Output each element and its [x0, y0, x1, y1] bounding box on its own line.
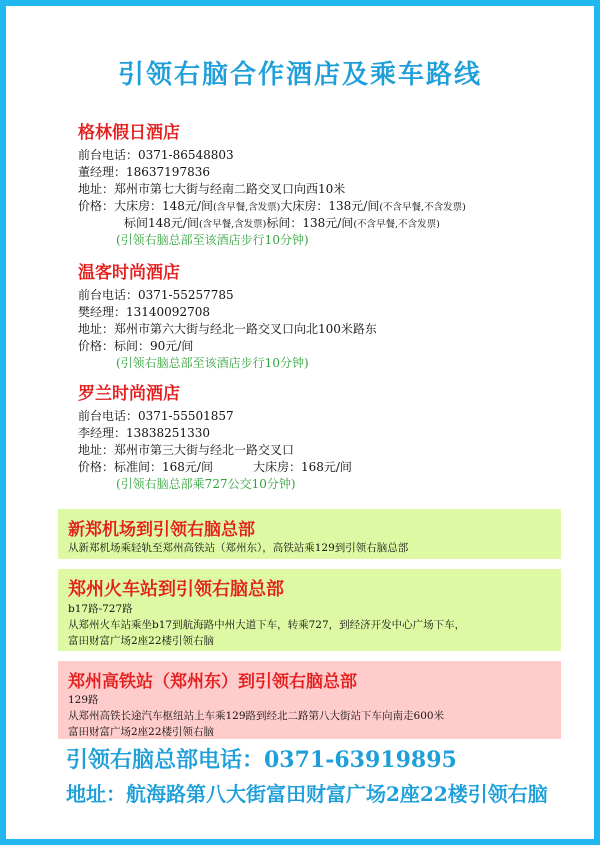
- footer-phone: 引领右脑总部电话：0371-63919895: [66, 747, 457, 773]
- hotel-name: 罗兰时尚酒店: [78, 384, 180, 404]
- route-box-airport: [58, 509, 561, 559]
- hotel-address: 地址：郑州市第六大街与经北一路交叉口向北100米路东: [78, 322, 377, 336]
- footer-address: 地址：航海路第八大街富田财富广场2座22楼引领右脑: [66, 782, 548, 806]
- hotel-price-row-2: [78, 215, 578, 232]
- hotel-section-1: [78, 118, 578, 249]
- hotel-phone: 前台电话：0371-86548803: [78, 148, 234, 162]
- hotel-price-row-1: [78, 198, 578, 215]
- hotel-section-3: [78, 379, 578, 493]
- hotel-price-note: (含早餐,含发票): [198, 219, 267, 230]
- hotel-section-2: [78, 258, 578, 372]
- hotel-walk-note: (引领右脑总部至该酒店步行10分钟): [116, 356, 309, 370]
- hotel-phone: 前台电话：0371-55501857: [78, 409, 234, 423]
- route-line: 从郑州高铁长途汽车枢纽站上车乘129路到经北二路第八大街站下车向南走600米: [68, 710, 445, 722]
- hotel-address: 地址：郑州市第七大街与经南二路交叉口向西10米: [78, 182, 346, 196]
- route-line: 129路: [68, 694, 99, 706]
- hotel-manager: 董经理：18637197836: [78, 165, 210, 179]
- hotel-walk-note: (引领右脑总部至该酒店步行10分钟): [116, 233, 309, 247]
- route-line: 从新郑机场乘轻轨至郑州高铁站（郑州东），高铁站乘129到引领右脑总部: [68, 542, 409, 554]
- route-title: 郑州高铁站（郑州东）到引领右脑总部: [68, 672, 357, 692]
- route-box-high-speed-rail: [58, 661, 561, 739]
- hotel-price: 价格：标准间：168元/间: [78, 460, 213, 474]
- hotel-price-note: (不含早餐,不含发票): [379, 202, 466, 213]
- hotel-price-std: 标间148元/间: [124, 216, 199, 230]
- route-line: b17路-727路: [68, 603, 133, 615]
- hotel-address: 地址：郑州市第三大街与经北一路交叉口: [78, 443, 295, 457]
- route-line: 富田财富广场2座22楼引领右脑: [68, 726, 215, 738]
- hotel-price-2: 大床房：168元/间: [252, 460, 352, 474]
- route-box-train-station: [58, 569, 561, 651]
- hotel-phone: 前台电话：0371-55257785: [78, 288, 234, 302]
- hotel-price-row: [78, 459, 578, 476]
- hotel-price-main: 价格：大床房：148元/间: [78, 199, 213, 213]
- route-line: 从郑州火车站乘坐b17到航海路中州大道下车，转乘727，到经济开发中心广场下车，: [68, 619, 466, 631]
- hotel-walk-note: (引领右脑总部乘727公交10分钟): [116, 477, 296, 491]
- route-title: 郑州火车站到引领右脑总部: [68, 579, 284, 600]
- hotel-name: 温客时尚酒店: [78, 263, 180, 283]
- hotel-price: 价格：标间：90元/间: [78, 339, 194, 353]
- page-title: 引领右脑合作酒店及乘车路线: [117, 60, 482, 90]
- hotel-name: 格林假日酒店: [78, 123, 180, 143]
- hotel-manager: 李经理：13838251330: [78, 426, 210, 440]
- route-line: 富田财富广场2座22楼引领右脑: [68, 635, 215, 647]
- hotel-price-note: (不含早餐,不含发票): [353, 219, 440, 230]
- route-title: 新郑机场到引领右脑总部: [68, 520, 255, 540]
- hotel-price-note: (含早餐,含发票): [212, 202, 281, 213]
- hotel-manager: 樊经理：13140092708: [78, 305, 210, 319]
- hotel-price-std-2: 标间：138元/间: [266, 216, 354, 230]
- hotel-price-main-2: 大床房：138元/间: [280, 199, 380, 213]
